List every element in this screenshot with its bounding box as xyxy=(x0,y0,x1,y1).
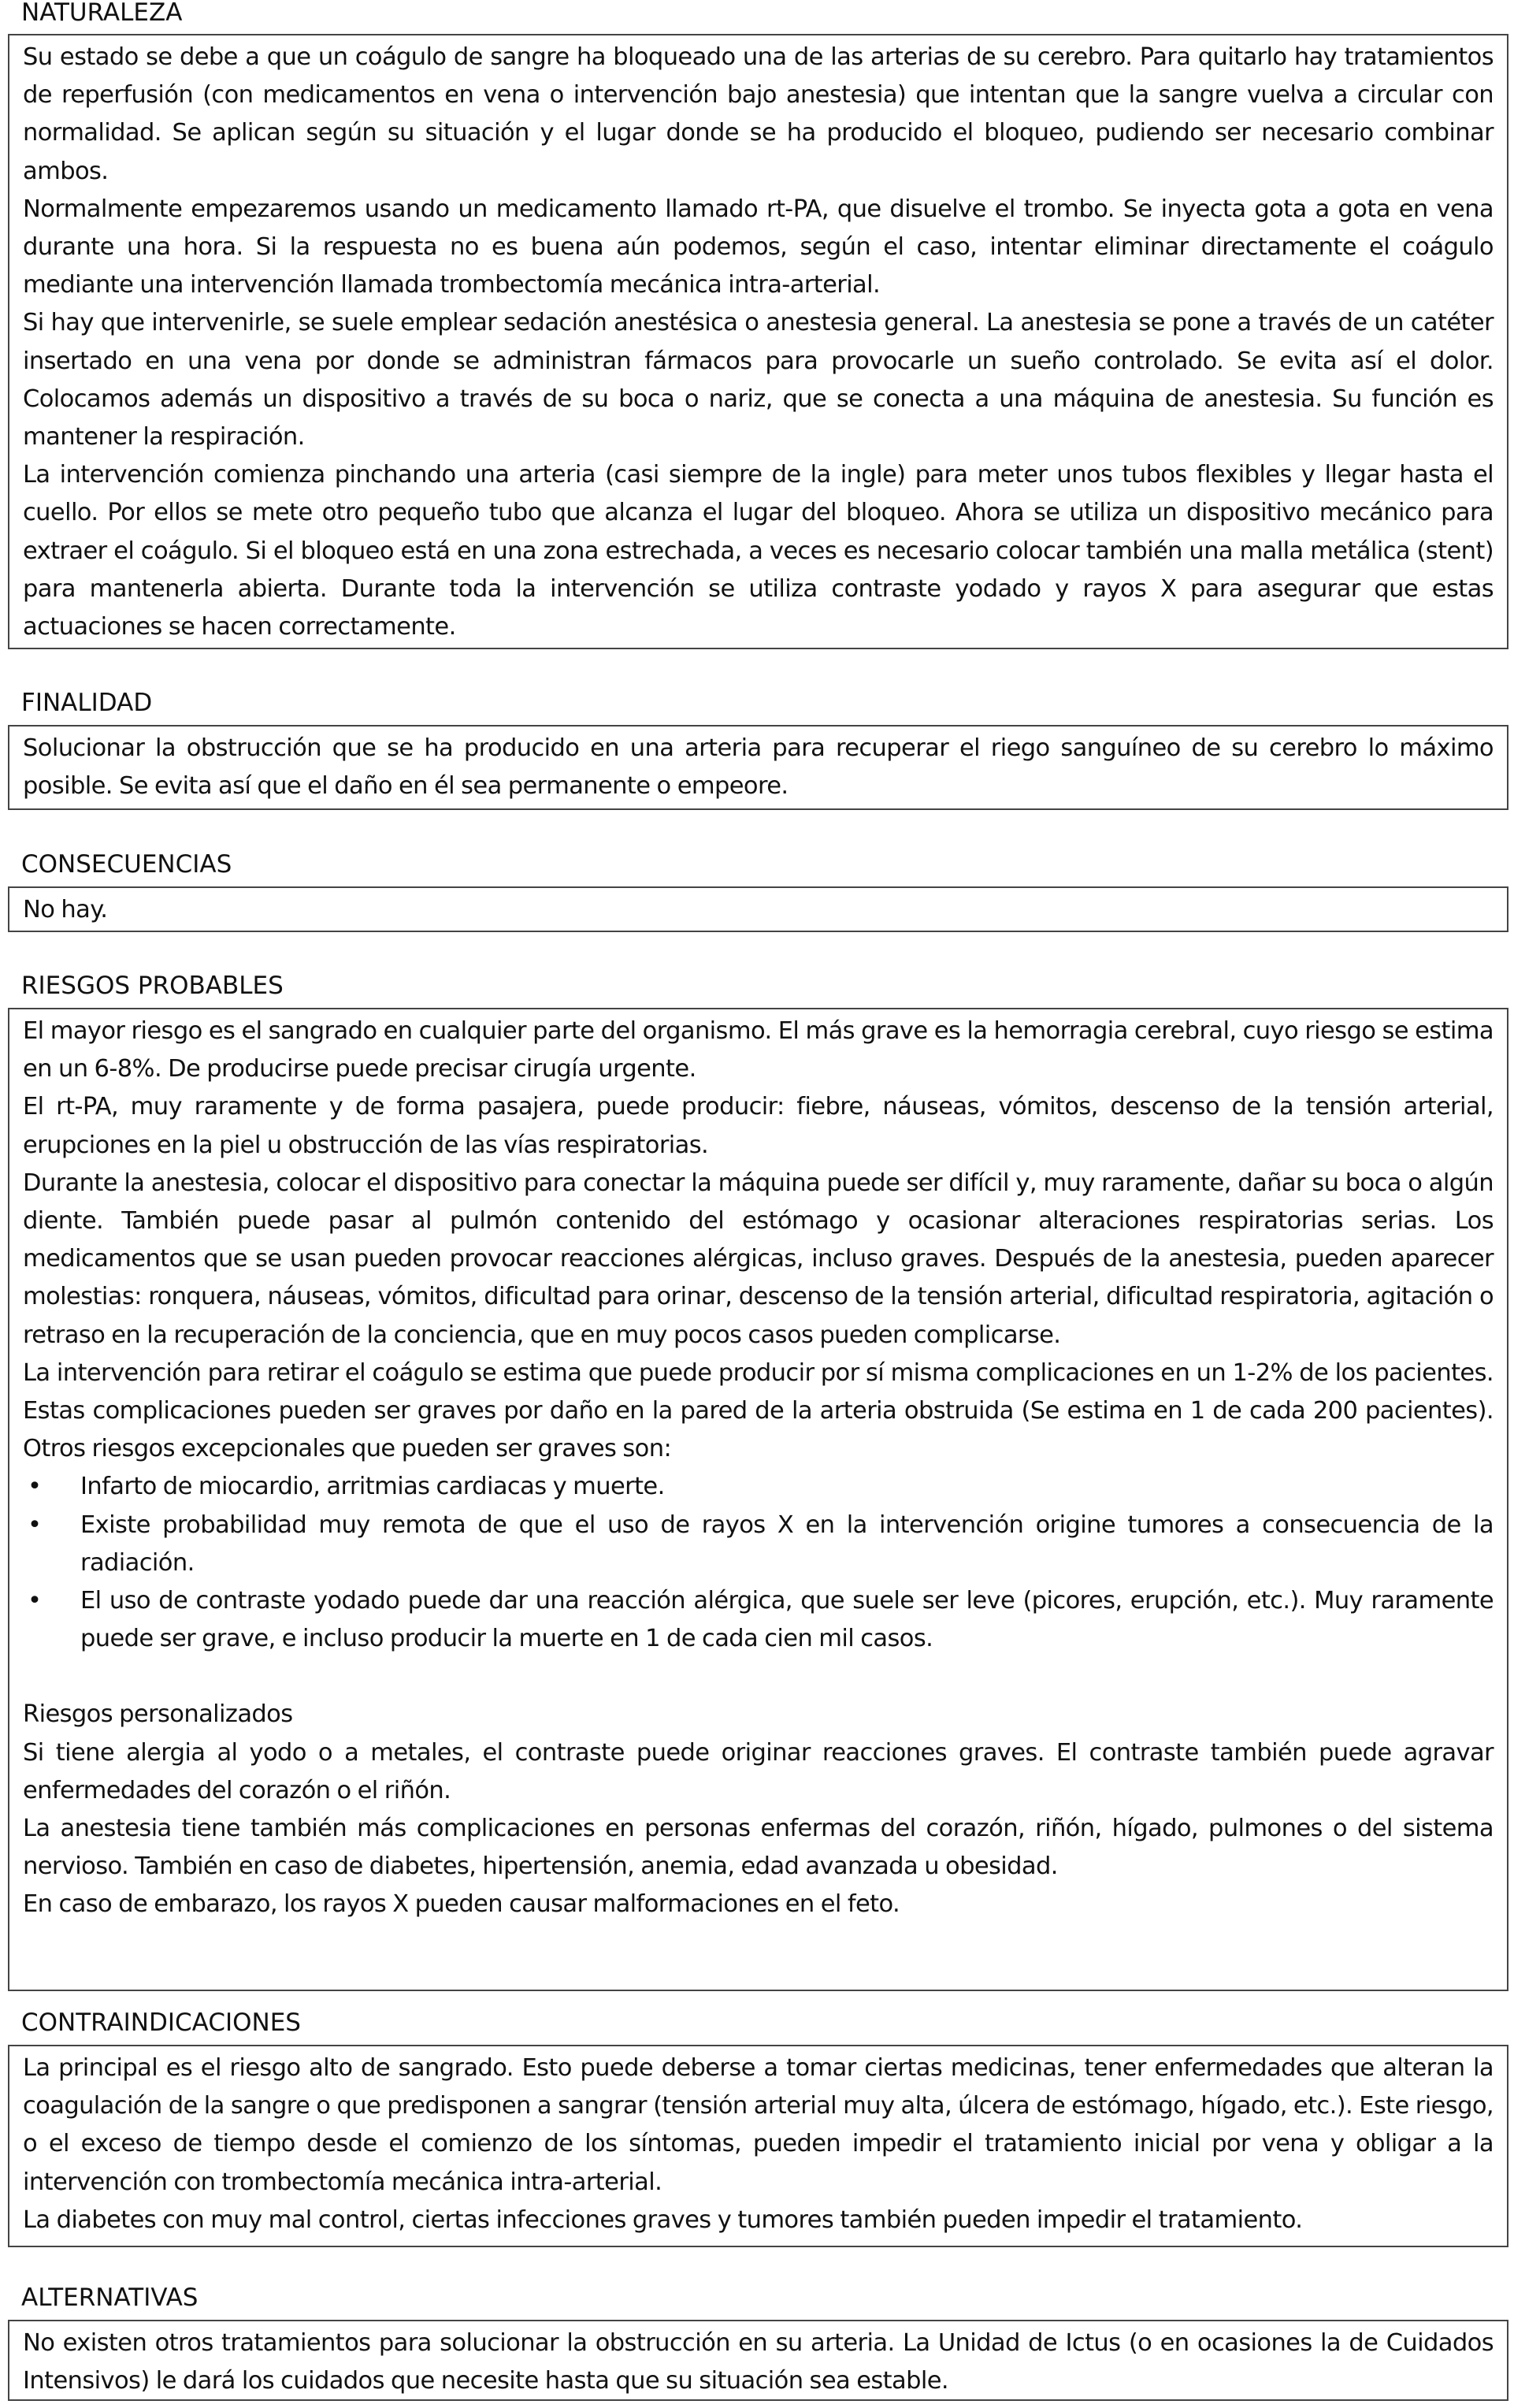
bullet-icon: • xyxy=(28,1511,42,1539)
section-heading-alternativas: ALTERNATIVAS xyxy=(21,2284,199,2312)
section-heading-riesgos-probables: RIESGOS PROBABLES xyxy=(21,972,284,1000)
section-box-naturaleza xyxy=(8,34,1508,649)
section-heading-contraindicaciones: CONTRAINDICACIONES xyxy=(21,2009,301,2037)
list-item xyxy=(23,1507,1494,1582)
paragraph: Si tiene alergia al yodo o a metales, el contraste puede originar reacciones graves. El contraste también puede agravar enfermedades del corazón o el riñón. xyxy=(23,1738,1494,1804)
section-box-alternativas xyxy=(8,2320,1508,2401)
paragraph: No hay. xyxy=(23,896,108,923)
list-item xyxy=(23,1468,1494,1506)
paragraph: La principal es el riesgo alto de sangrado. Esto puede deberse a tomar ciertas medicinas, tener enfermedades que alteran la coagulación de la sangre o que predisponen a sangrar (tensión arterial muy alta, úlcera de estómago, hígado, etc.). Este riesgo, o el exceso de tiempo desde el comienzo de los síntomas, pueden impedir el tratamiento inicial por vena y obligar a la intervención con trombectomía mecánica intra-arterial. xyxy=(23,2054,1494,2196)
list-item-text: Infarto de miocardio, arritmias cardiacas y muerte. xyxy=(80,1473,665,1501)
paragraph: Normalmente empezaremos usando un medicamento llamado rt-PA, que disuelve el trombo. Se inyecta gota a gota en vena durante una hora. Si la respuesta no es buena aún podemos, según el caso, intentar eliminar directamente el coágulo mediante una intervención llamada trombectomía mecánica intra-arterial. xyxy=(23,195,1494,299)
paragraph: El mayor riesgo es el sangrado en cualquier parte del organismo. El más grave es la hemorragia cerebral, cuyo riesgo se estima en un 6-8%. De producirse puede precisar cirugía urgente. xyxy=(23,1017,1494,1083)
paragraph: Su estado se debe a que un coágulo de sangre ha bloqueado una de las arterias de su cerebro. Para quitarlo hay tratamientos de reperfusión (con medicamentos en vena o intervención bajo anestesia) que intentan que la sangre vuelva a circular con normalidad. Se aplican según su situación y el lugar donde se ha producido el bloqueo, pudiendo ser necesario combinar ambos. xyxy=(23,43,1494,185)
section-box-contraindicaciones xyxy=(8,2045,1508,2247)
paragraph: La intervención comienza pinchando una arteria (casi siempre de la ingle) para meter unos tubos flexibles y llegar hasta el cuello. Por ellos se mete otro pequeño tubo que alcanza el lugar del bloqueo. Ahora se utiliza un dispositivo mecánico para extraer el coágulo. Si el bloqueo está en una zona estrechada, a veces es necesario colocar también una malla metálica (stent) para mantenerla abierta. Durante toda la intervención se utiliza contraste yodado y rayos X para asegurar que estas actuaciones se hacen correctamente. xyxy=(23,461,1494,641)
section-box-consecuencias xyxy=(8,886,1508,932)
paragraph: En caso de embarazo, los rayos X pueden causar malformaciones en el feto. xyxy=(23,1890,900,1919)
paragraph: La anestesia tiene también más complicaciones en personas enfermas del corazón, riñón, hígado, pulmones o del sistema nervioso. También en caso de diabetes, hipertensión, anemia, edad avanzada u obesidad. xyxy=(23,1815,1494,1881)
section-box-finalidad xyxy=(8,725,1508,810)
paragraph: No existen otros tratamientos para solucionar la obstrucción en su arteria. La Unidad de Ictus (o en ocasiones la de Cuidados Intensivos) le dará los cuidados que necesite hasta que su situación sea estable. xyxy=(23,2329,1494,2395)
subsection-title: Riesgos personalizados xyxy=(23,1700,293,1729)
bullet-icon: • xyxy=(28,1473,42,1501)
section-heading-finalidad: FINALIDAD xyxy=(21,689,153,717)
paragraph: Solucionar la obstrucción que se ha producido en una arteria para recuperar el riego sanguíneo de su cerebro lo máximo posible. Se evita así que el daño en él sea permanente o empeore. xyxy=(23,734,1494,801)
paragraph: Durante la anestesia, colocar el dispositivo para conectar la máquina puede ser difícil y, muy raramente, dañar su boca o algún diente. También puede pasar al pulmón contenido del estómago y ocasionar alteraciones respiratorias serias. Los medicamentos que se usan pueden provocar reacciones alérgicas, incluso graves. Después de la anestesia, pueden aparecer molestias: ronquera, náuseas, vómitos, dificultad para orinar, descenso de la tensión arterial, dificultad respiratoria, agitación o retraso en la recuperación de la conciencia, que en muy pocos casos pueden complicarse. xyxy=(23,1169,1494,1349)
paragraph: El rt-PA, muy raramente y de forma pasajera, puede producir: fiebre, náuseas, vómitos, descenso de la tensión arterial, erupciones en la piel u obstrucción de las vías respiratorias. xyxy=(23,1093,1494,1159)
section-heading-consecuencias: CONSECUENCIAS xyxy=(21,850,232,879)
list-item xyxy=(23,1582,1494,1658)
paragraph: La intervención para retirar el coágulo se estima que puede producir por sí misma complicaciones en un 1-2% de los pacientes. Estas complicaciones pueden ser graves por daño en la pared de la arteria obstruida (Se estima en 1 de cada 200 pacientes). Otros riesgos excepcionales que pueden ser graves son: xyxy=(23,1358,1494,1463)
section-heading-naturaleza: NATURALEZA xyxy=(21,0,183,27)
section-box-riesgos-probables xyxy=(8,1008,1508,1991)
paragraph: Si hay que intervenirle, se suele emplear sedación anestésica o anestesia general. La anestesia se pone a través de un catéter insertado en una vena por donde se administran fármacos para provocarle un sueño controlado. Se evita así el dolor. Colocamos además un dispositivo a través de su boca o nariz, que se conecta a una máquina de anestesia. Su función es mantener la respiración. xyxy=(23,309,1494,452)
list-item-text: El uso de contraste yodado puede dar una reacción alérgica, que suele ser leve (picores, erupción, etc.). Muy raramente puede ser grave, e incluso producir la muerte en 1 de cada cien mil casos. xyxy=(80,1587,1494,1653)
list-item-text: Existe probabilidad muy remota de que el uso de rayos X en la intervención origine tumores a consecuencia de la radiación. xyxy=(80,1511,1494,1577)
bullet-icon: • xyxy=(28,1587,42,1615)
paragraph: La diabetes con muy mal control, ciertas infecciones graves y tumores también pueden impedir el tratamiento. xyxy=(23,2205,1303,2234)
